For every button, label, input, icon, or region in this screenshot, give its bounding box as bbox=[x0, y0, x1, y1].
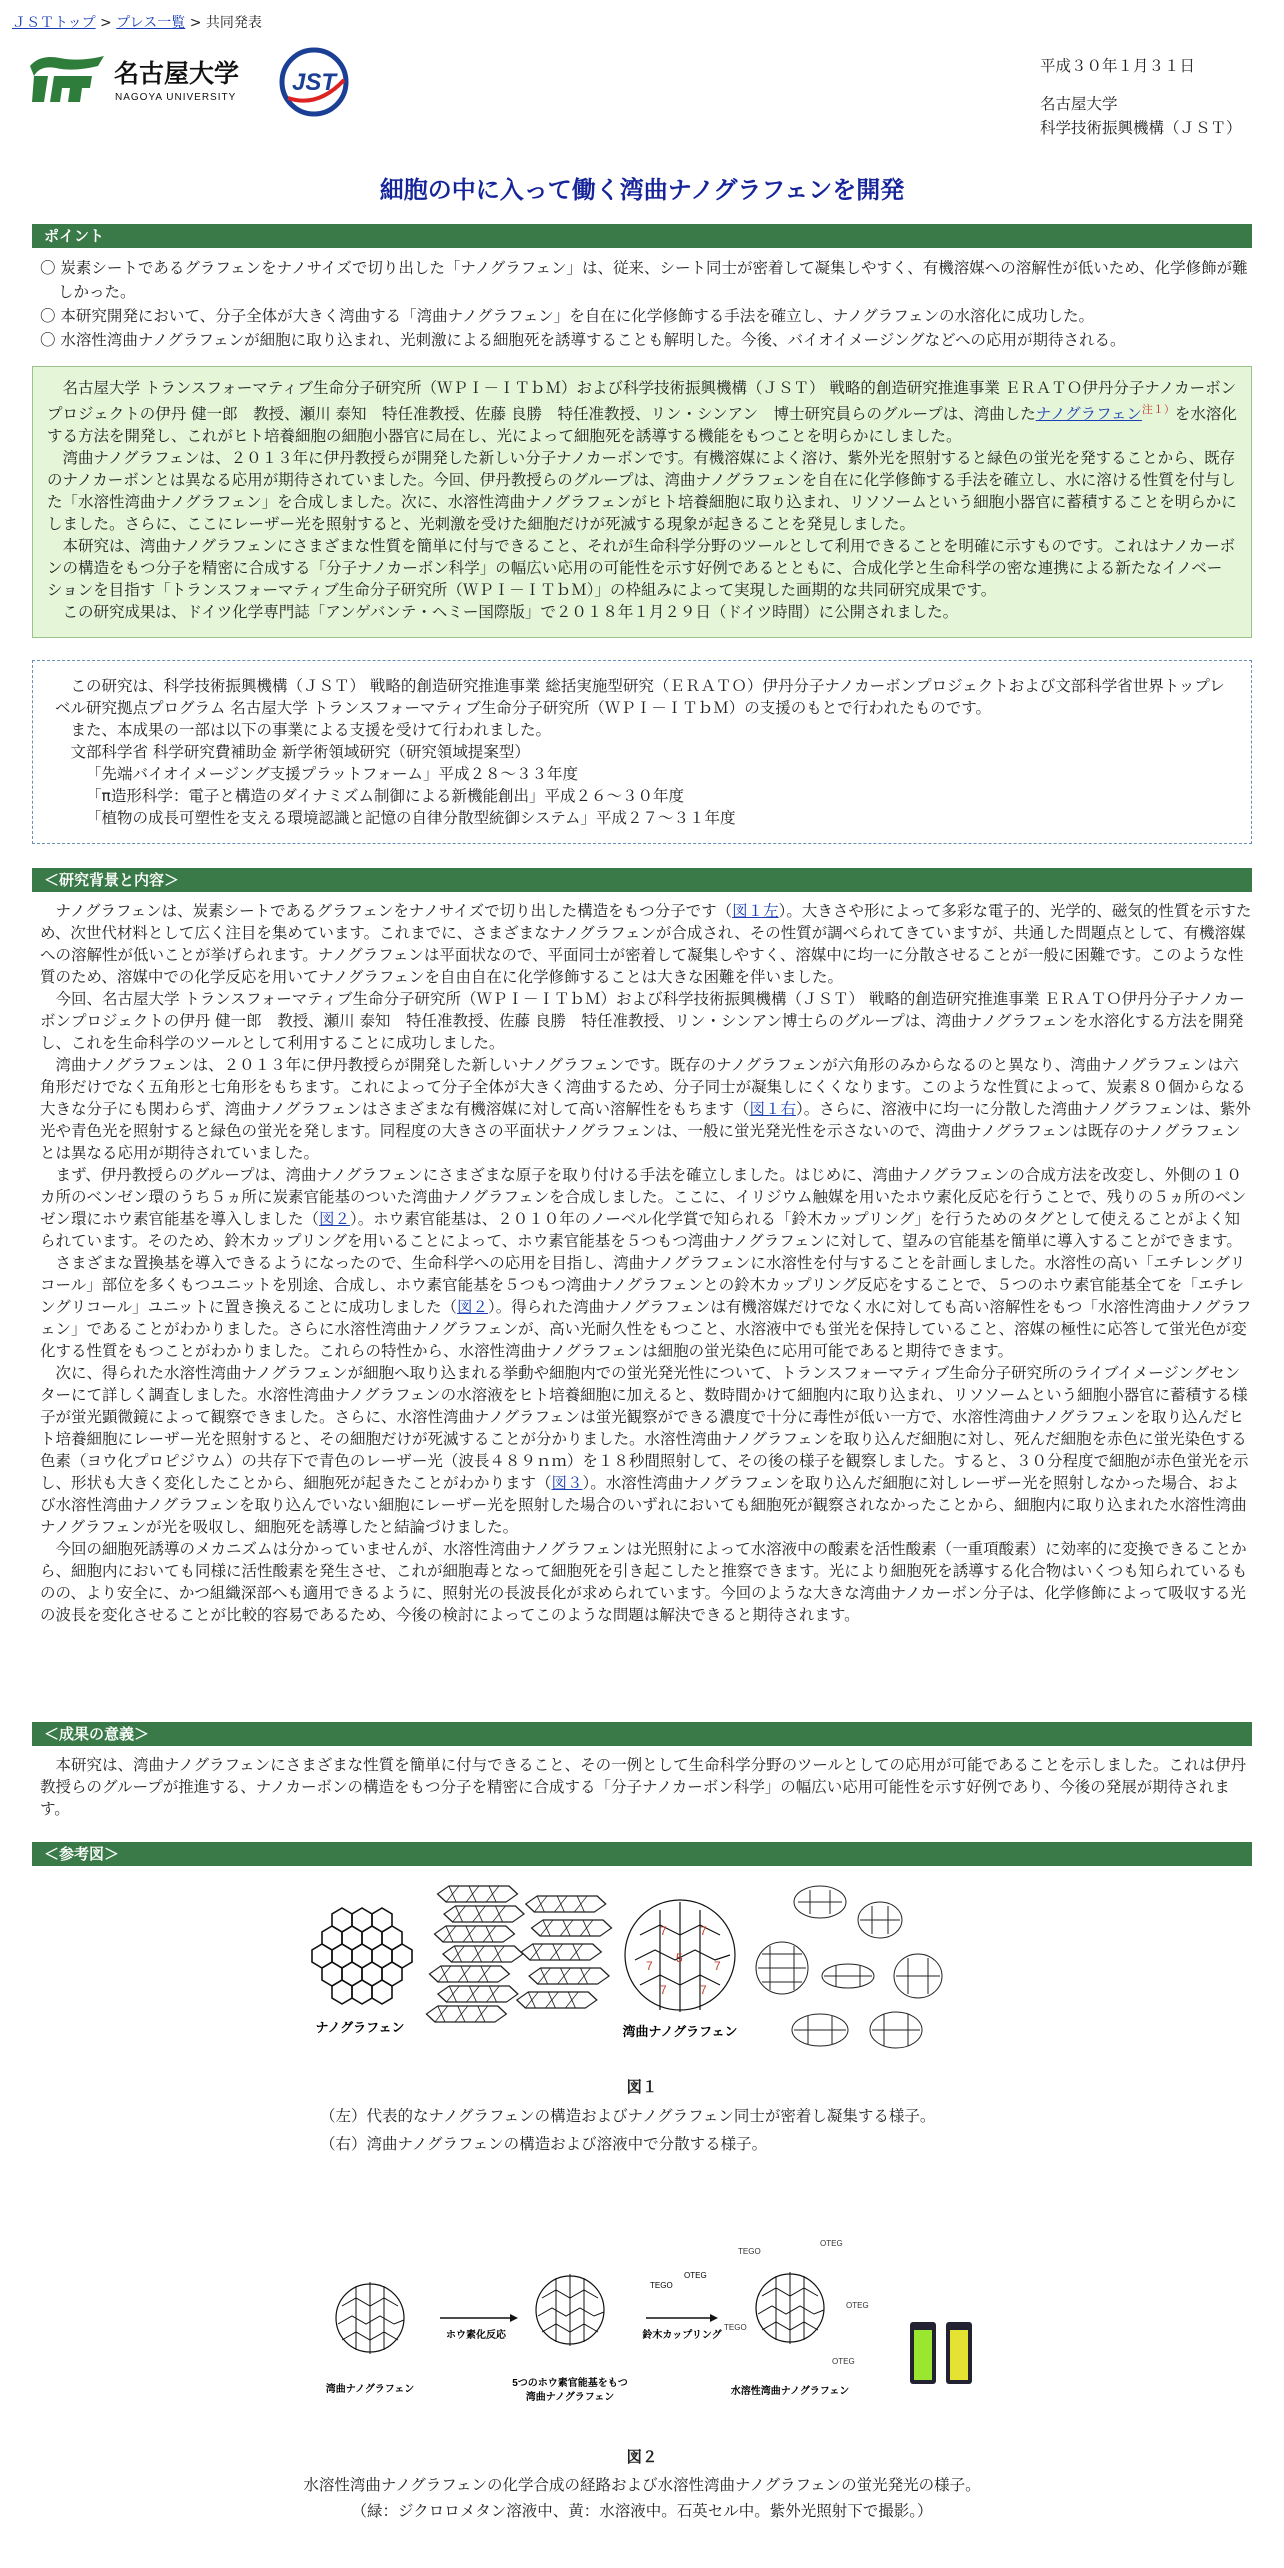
background-body bbox=[40, 900, 1252, 1626]
point-item: 〇 本研究開発において、分子全体が大きく湾曲する「湾曲ナノグラフェン」を自在に化学修飾する手法を確立し、ナノグラフェンの水溶化に成功した。 bbox=[40, 307, 1094, 325]
link-fig2[interactable]: 図２ bbox=[456, 1298, 488, 1316]
summary-paragraph bbox=[47, 377, 1237, 447]
vial-water-fill bbox=[950, 2330, 968, 2380]
jst-logo-text: JST bbox=[291, 69, 337, 96]
nagoya-logo-ja-text: 名古屋大学 bbox=[114, 59, 240, 88]
support-grant-item: 「先端バイオイメージング支援プラットフォーム」平成２８～３３年度 bbox=[86, 765, 579, 783]
support-box bbox=[32, 660, 1252, 844]
heptagon-label: 7 bbox=[714, 1959, 721, 1973]
body-text: 湾曲ナノグラフェンは、２０１３年に伊丹教授らが開発した新しいナノグラフェンです。既存のナノグラフェンが六角形のみからなるのと異なり、湾曲ナノグラフェンは六角形だけでなく五角形と七角形をもちます。これによって分子全体が大きく湾曲するため、分子同士が凝集しにくくなります。このような性質によって、炭素８０個からなる大きな分子にも関わらず、湾曲ナノグラフェンはさまざまな有機溶媒に対して高い溶解性をもちます（ bbox=[40, 1056, 1246, 1118]
release-info bbox=[1040, 54, 1242, 140]
support-paragraph: また、本成果の一部は以下の事業による支援を受けて行われました。 bbox=[70, 721, 552, 739]
heptagon-label: 7 bbox=[660, 1983, 667, 1997]
section-header-significance: ＜成果の意義＞ bbox=[32, 1722, 1252, 1746]
summary-text: 名古屋大学 トランスフォーマティブ生命分子研究所（ＷＰＩ－ＩＴｂＭ）および科学技術振興機構（ＪＳＴ） 戦略的創造研究推進事業 ＥＲＡＴＯ伊丹分子ナノカーボンプロジェクトの伊丹 健一郎 教授、瀬川 泰知 特任准教授、佐藤 良勝 特任准教授、リン・シンアン 博士研究員らのグループは、湾曲した bbox=[47, 379, 1237, 424]
fig2-substituent-label: OTEG bbox=[832, 2357, 855, 2366]
point-item: 〇 水溶性湾曲ナノグラフェンが細胞に取り込まれ、光刺激による細胞死を誘導することも解明した。今後、バイオイメージングなどへの応用が期待される。 bbox=[40, 331, 1126, 349]
stacked-nanographene-illustration bbox=[425, 1886, 613, 2022]
fig2-label-warped: 湾曲ナノグラフェン bbox=[325, 2384, 415, 2395]
pentagon-label: 5 bbox=[676, 1951, 683, 1965]
support-paragraph: この研究は、科学技術振興機構（ＪＳＴ） 戦略的創造研究推進事業 総括実施型研究（ＥＲＡＴＯ）伊丹分子ナノカーボンプロジェクトおよび文部科学省世界トップレベル研究拠点プログラム 名古屋大学 トランスフォーマティブ生命分子研究所（ＷＰＩ－ＩＴｂＭ）の支援のもとで行われたものです。 bbox=[55, 677, 1225, 717]
warped-nanographene-structure bbox=[625, 1900, 735, 2012]
heptagon-label: 7 bbox=[646, 1959, 653, 1973]
molecule-boryl-nanographene bbox=[536, 2274, 604, 2346]
fig2-substituent-label: OTEG bbox=[820, 2239, 843, 2248]
publisher-jst: 科学技術振興機構（ＪＳＴ） bbox=[1040, 119, 1242, 137]
breadcrumb-link-press-list[interactable]: プレス一覧 bbox=[116, 15, 186, 31]
fig1-label-nanographene: ナノグラフェン bbox=[315, 2020, 405, 2035]
body-paragraph: 今回、名古屋大学 トランスフォーマティブ生命分子研究所（ＷＰＩ－ＩＴｂＭ）および科学技術振興機構（ＪＳＴ） 戦略的創造研究推進事業 ＥＲＡＴＯ伊丹分子ナノカーボンプロジェクトの伊丹 健一郎 教授、瀬川 泰知 特任准教授、佐藤 良勝 特任准教授、リン・シンアン博士らのグループは、湾曲ナノグラフェンを水溶化する方法を開発し、これを生命科学のツールとして利用することに成功しました。 bbox=[40, 990, 1245, 1052]
header-logos bbox=[24, 48, 364, 118]
support-paragraph: 文部科学省 科学研究費補助金 新学術領域研究（研究領域提案型） bbox=[70, 743, 530, 761]
summary-paragraph: 湾曲ナノグラフェンは、２０１３年に伊丹教授らが開発した新しい分子ナノカーボンです。有機溶媒によく溶け、紫外光を照射すると緑色の蛍光を発することから、既存のナノカーボンとは異なる応用が期待されていました。今回、伊丹教授らのグループは、湾曲ナノグラフェンを自在に化学修飾する手法を確立し、水に溶ける性質を付与した「水溶性湾曲ナノグラフェン」を合成しました。次に、水溶性湾曲ナノグラフェンがヒト培養細胞に取り込まれ、リソソームという細胞小器官に蓄積することを明らかにしました。さらに、ここにレーザー光を照射すると、光刺激を受けた細胞だけが死滅する現象が起きることを発見しました。 bbox=[47, 449, 1237, 534]
significance-body bbox=[40, 1754, 1252, 1820]
heptagon-label: 7 bbox=[660, 1924, 667, 1938]
page-title: 細胞の中に入って働く湾曲ナノグラフェンを開発 bbox=[379, 176, 905, 204]
heptagon-label: 7 bbox=[700, 1924, 707, 1938]
summary-box bbox=[32, 366, 1252, 638]
molecule-water-soluble-nanographene bbox=[756, 2272, 824, 2344]
link-fig1-right[interactable]: 図１右 bbox=[749, 1100, 796, 1118]
summary-paragraph: 本研究は、湾曲ナノグラフェンにさまざまな性質を簡単に付与できること、それが生命科学分野のツールとして利用できることを明確に示すものです。これはナノカーボンの構造をもつ分子を精密に合成する「分子ナノカーボン科学」の幅広い応用の可能性を示す好例であるとともに、合成化学と生命科学の密な連携による新たなイノベーションを目指す「トランスフォーマティブ生命分子研究所（ＷＰＩ－ＩＴｂＭ）」の枠組みによって実現した画期的な共同研究成果です。 bbox=[47, 537, 1236, 600]
summary-paragraph: この研究成果は、ドイツ化学専門誌「アンゲバンテ・ヘミー国際版」で２０１８年１月２９日（ドイツ時間）に公開されました。 bbox=[62, 603, 959, 622]
section-header-reference: ＜参考図＞ bbox=[32, 1842, 1252, 1866]
body-paragraph bbox=[40, 1252, 1252, 1362]
body-text: ）。大きさや形によって多彩な電子的、光学的、磁気的性質を示すため、次世代材料として広く注目を集めています。これまでに、さまざまなナノグラフェンが合成され、その性質が調べられてきていますが、共通した問題点として、有機溶媒への溶解性が低いことが挙げられます。ナノグラフェンは平面状なので、平面同士が密着して凝集しやすく、溶媒中に均一に分散させることが一般に困難です。このような性質のため、溶媒中での化学反応を用いてナノグラフェンを自由自在に化学修飾することは大きな困難を伴いました。 bbox=[40, 902, 1252, 986]
fig2-step-borylation: ホウ素化反応 bbox=[446, 2330, 506, 2341]
figure-1-caption-right: （右）湾曲ナノグラフェンの構造および溶液中で分散する様子。 bbox=[320, 2135, 768, 2153]
body-paragraph: 本研究は、湾曲ナノグラフェンにさまざまな性質を簡単に付与できること、その一例として生命科学分野のツールとしての応用が可能であることを示しました。これは伊丹教授らのグループが推進する、ナノカーボンの構造をもつ分子を精密に合成する「分子ナノカーボン科学」の幅広い応用可能性を示す好例であり、今後の発展が期待されます。 bbox=[40, 1756, 1247, 1818]
jst-logo bbox=[274, 44, 354, 118]
breadcrumb-separator: > bbox=[95, 15, 117, 31]
fig2-label-boryl-1: 5つのホウ素官能基をもつ bbox=[512, 2378, 628, 2389]
body-paragraph bbox=[40, 1164, 1252, 1252]
link-fig3[interactable]: 図３ bbox=[551, 1474, 583, 1492]
molecule-warped-nanographene bbox=[336, 2282, 404, 2354]
vial-dichloromethane-fill bbox=[914, 2330, 932, 2380]
support-grant-item: 「π造形科学：電子と構造のダイナミズム制御による新機能創出」平成２６～３０年度 bbox=[86, 787, 685, 805]
breadcrumb-link-jst-top[interactable]: ＪＳＴトップ bbox=[12, 15, 96, 31]
fig1-label-warped: 湾曲ナノグラフェン bbox=[622, 2024, 738, 2039]
dispersed-molecules-illustration bbox=[756, 1886, 942, 2048]
link-fig1-left[interactable]: 図１左 bbox=[732, 902, 779, 920]
body-paragraph bbox=[40, 1362, 1252, 1538]
figure-1-image bbox=[300, 1880, 990, 2070]
section-header-points: ポイント bbox=[32, 224, 1252, 248]
heptagon-label: 7 bbox=[700, 1983, 707, 1997]
fig2-step-suzuki: 鈴木カップリング bbox=[642, 2330, 722, 2341]
fig2-substituent-label: OTEG bbox=[846, 2301, 869, 2310]
fig2-label-boryl-2: 湾曲ナノグラフェン bbox=[525, 2392, 615, 2403]
figure-1-title: 図１ bbox=[626, 2078, 658, 2096]
nagoya-logo-en-text: NAGOYA UNIVERSITY bbox=[115, 92, 237, 103]
points-list bbox=[40, 256, 1250, 352]
body-text: さまざまな置換基を導入できるようになったので、生命科学への応用を目指し、湾曲ナノグラフェンに水溶性を付与することを計画しました。水溶性の高い「エチレングリコール」部位を多くもつユニットを別途、合成し、ホウ素官能基を５つもつ湾曲ナノグラフェンとの鈴木カップリング反応をすることで、５つのホウ素官能基全てを「エチレングリコール」ユニットに置き換えることに成功しました（ bbox=[40, 1254, 1246, 1316]
figure-2-title: 図２ bbox=[626, 2448, 658, 2466]
nanographene-structure bbox=[312, 1908, 412, 2004]
figure-2-caption-1: 水溶性湾曲ナノグラフェンの化学合成の経路および水溶性湾曲ナノグラフェンの蛍光発光の様子。 bbox=[303, 2476, 981, 2494]
fig2-reagent-label: TEGO bbox=[650, 2281, 673, 2290]
figure-1-caption-left: （左）代表的なナノグラフェンの構造およびナノグラフェン同士が密着し凝集する様子。 bbox=[320, 2107, 936, 2125]
body-text: ）。水溶性湾曲ナノグラフェンを取り込んだ細胞に対しレーザー光を照射しなかった場合、および水溶性湾曲ナノグラフェンを取り込んでいない細胞にレーザー光を照射した場合のいずれにおいても細胞死が観察されなかったことから、細胞内に取り込まれた水溶性湾曲ナノグラフェンが光を吸収し、細胞死を誘導したと結論づけました。 bbox=[40, 1474, 1247, 1536]
release-date: 平成３０年１月３１日 bbox=[1040, 57, 1196, 75]
figure-2-caption-2: （緑：ジクロロメタン溶液中、黄：水溶液中。石英セル中。紫外光照射下で撮影。） bbox=[351, 2502, 933, 2520]
fig2-label-water-soluble: 水溶性湾曲ナノグラフェン bbox=[730, 2386, 850, 2397]
fig2-reagent-label: OTEG bbox=[684, 2271, 707, 2280]
breadcrumb bbox=[12, 12, 262, 32]
section-header-background: ＜研究背景と内容＞ bbox=[32, 868, 1252, 892]
body-paragraph bbox=[40, 1054, 1252, 1164]
publisher-nagoya: 名古屋大学 bbox=[1040, 95, 1118, 113]
body-text: ）。得られた湾曲ナノグラフェンは有機溶媒だけでなく水に対しても高い溶解性をもつ「水溶性湾曲ナノグラフェン」であることがわかりました。さらに水溶性湾曲ナノグラフェンが、高い光耐久性をもつこと、水溶液中でも蛍光を保持していること、溶媒の極性に応答して蛍光色が変化する性質をもつことがわかりました。これらの特性から、水溶性湾曲ナノグラフェンは細胞の蛍光染色に応用可能であると期待できます。 bbox=[40, 1298, 1252, 1360]
link-fig2[interactable]: 図２ bbox=[319, 1210, 351, 1228]
breadcrumb-separator: > bbox=[185, 15, 206, 31]
body-text: まず、伊丹教授らのグループは、湾曲ナノグラフェンにさまざまな原子を取り付ける手法を確立しました。はじめに、湾曲ナノグラフェンの合成方法を改変し、外側の１０カ所のベンゼン環のうち５ヵ所に炭素官能基のついた湾曲ナノグラフェンを合成しました。ここに、イリジウム触媒を用いたホウ素化反応を行うことで、残りの５ヵ所のベンゼン環にホウ素官能基を導入しました（ bbox=[40, 1166, 1247, 1228]
fig2-substituent-label: TEGO bbox=[738, 2247, 761, 2256]
body-paragraph: 今回の細胞死誘導のメカニズムは分かっていませんが、水溶性湾曲ナノグラフェンは光照射によって水溶液中の酸素を活性酸素（一重項酸素）に効率的に変換できることから、細胞内においても同様に活性酸素を発生させ、これが細胞毒となって細胞死を引き起こしたと推察できます。光により細胞死を誘導する化合物はいくつも知られているものの、より安全に、かつ組織深部へも適用できるように、照射光の長波長化が求められています。今回のような大きな湾曲ナノカーボン分子は、化学修飾によって吸収する光の波長を変化させることが比較的容易であるため、今後の検討によってこのような問題は解決できると期待されます。 bbox=[40, 1540, 1248, 1624]
figure-2-image bbox=[320, 2218, 1000, 2438]
body-text: ）。ホウ素官能基は、２０１０年のノーベル化学賞で知られる「鈴木カップリング」を行うためのタグとして使えることがよく知られています。そのため、鈴木カップリングを用いることによって、ホウ素官能基を５つもつ湾曲ナノグラフェンに対して、望みの官能基を簡単に導入することができます。 bbox=[40, 1210, 1242, 1250]
body-text: ）。さらに、溶液中に均一に分散した湾曲ナノグラフェンは、紫外光や青色光を照射すると緑色の蛍光を発します。同程度の大きさの平面状ナノグラフェンは、一般に蛍光発光性を示さないので、湾曲ナノグラフェンは既存のナノグラフェンとは異なる応用が期待されていました。 bbox=[40, 1100, 1251, 1162]
arrow-borylation bbox=[440, 2314, 518, 2322]
support-grant-item: 「植物の成長可塑性を支える環境認識と記憶の自律分散型統御システム」平成２７～３１年度 bbox=[86, 809, 736, 827]
summary-text: を水溶化する方法を開発し、これがヒト培養細胞の細胞小器官に局在し、光によって細胞死を誘導する機能をもつことを明らかにしました。 bbox=[47, 405, 1237, 446]
point-item: 〇 炭素シートであるグラフェンをナノサイズで切り出した「ナノグラフェン」は、従来、シート同士が密着して凝集しやすく、有機溶媒への溶解性が低いため、化学修飾が難しかった。 bbox=[40, 259, 1248, 301]
body-paragraph bbox=[40, 900, 1252, 988]
footnote-marker[interactable]: 注１） bbox=[1141, 403, 1175, 416]
body-text: ナノグラフェンは、炭素シートであるグラフェンをナノサイズで切り出した構造をもつ分子です（ bbox=[55, 902, 733, 920]
link-nanographene-note[interactable]: ナノグラフェン bbox=[1035, 405, 1142, 424]
arrow-suzuki-coupling bbox=[646, 2314, 718, 2322]
breadcrumb-current: 共同発表 bbox=[205, 15, 262, 31]
fig2-substituent-label: TEGO bbox=[724, 2323, 747, 2332]
body-text: 次に、得られた水溶性湾曲ナノグラフェンが細胞へ取り込まれる挙動や細胞内での蛍光発光性について、トランスフォーマティブ生命分子研究所のライブイメージングセンターにて詳しく調査しました。水溶性湾曲ナノグラフェンの水溶液をヒト培養細胞に加えると、数時間かけて細胞内に取り込まれ、リソソームという細胞小器官に蓄積する様子が蛍光顕微鏡によって観察できました。さらに、水溶性湾曲ナノグラフェンは蛍光観察ができる濃度で十分に毒性が低い一方で、水溶性湾曲ナノグラフェンを取り込んだヒト培養細胞にレーザー光を照射すると、その細胞だけが死滅することが分かりました。水溶性湾曲ナノグラフェンを取り込んだ細胞に対し、死んだ細胞を赤色に蛍光染色する色素（ヨウ化プロピジウム）の共存下で青色のレーザー光（波長４８９ｎｍ）を１８秒間照射して、その後の様子を観察しました。すると、３０分程度で細胞が赤色蛍光を示し、形状も大きく変化したことから、細胞死が起きたことがわかります（ bbox=[40, 1364, 1249, 1492]
